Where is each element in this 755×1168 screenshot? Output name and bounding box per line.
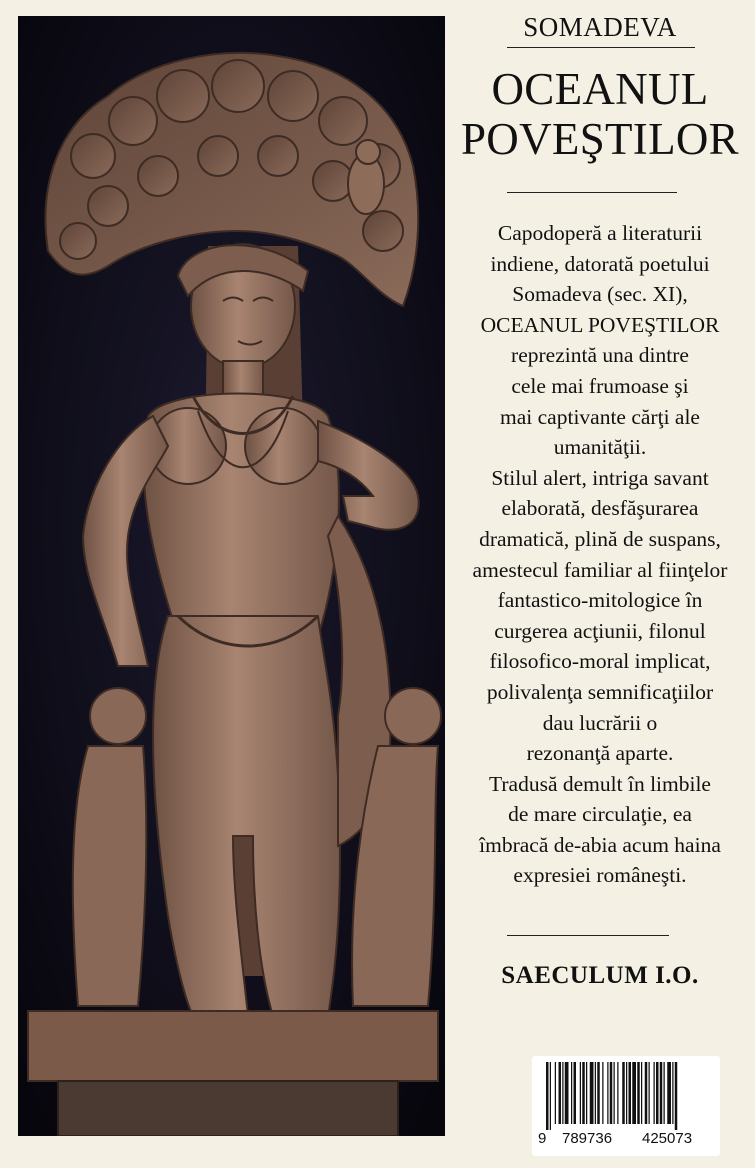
- barcode-bar: [632, 1062, 636, 1124]
- blurb-line: filosofico-moral implicat,: [489, 649, 711, 674]
- barcode-bar: [550, 1062, 551, 1130]
- blurb-line: dau lucrării o: [542, 710, 658, 735]
- barcode-bar: [656, 1062, 659, 1124]
- blurb-line: reprezintă una dintre: [511, 343, 689, 368]
- barcode-bar: [602, 1062, 603, 1124]
- barcode-bar: [574, 1062, 577, 1124]
- blurb-text: [455, 218, 745, 891]
- barcode-bar: [597, 1062, 600, 1124]
- sculpture-illustration: [18, 16, 445, 1136]
- blurb-line: dramatică, plină de suspans,: [479, 526, 721, 551]
- barcode-bar: [672, 1062, 673, 1124]
- pedestal: [28, 1011, 438, 1081]
- blurb-line: amestecul familiar al fiinţelor: [472, 557, 728, 582]
- barcode-bar: [595, 1062, 596, 1124]
- barcode-bar: [610, 1062, 613, 1124]
- barcode-bar: [580, 1062, 581, 1124]
- title-line: POVEŞTILOR: [460, 114, 739, 164]
- barcode-bar: [660, 1062, 663, 1124]
- barcode-bar: [664, 1062, 665, 1124]
- book-title: [455, 64, 745, 164]
- publisher-name: SAECULUM I.O.: [501, 962, 699, 989]
- blurb-line: Somadeva (sec. XI),: [512, 282, 688, 307]
- barcode-bars: [532, 1056, 720, 1130]
- barcode-bar: [586, 1062, 587, 1124]
- barcode-bar: [649, 1062, 650, 1124]
- barcode-bar: [654, 1062, 655, 1124]
- blurb-line: polivalenţa semnificaţiilor: [486, 679, 714, 704]
- barcode-bar: [617, 1062, 618, 1124]
- blurb-line: fantastico-mitologice în: [497, 588, 703, 613]
- barcode-bar: [629, 1062, 632, 1124]
- barcode-bar: [590, 1062, 594, 1124]
- divider-rule: [507, 192, 677, 193]
- divider-rule: [507, 935, 669, 936]
- author-name: SOMADEVA: [523, 12, 677, 42]
- isbn-barcode: [532, 1056, 720, 1156]
- barcode-bar: [562, 1062, 563, 1124]
- barcode-bar: [546, 1062, 549, 1130]
- blurb-line: indiene, datorată poetului: [490, 251, 710, 276]
- title-line: OCEANUL: [491, 64, 709, 114]
- divider-rule: [507, 47, 695, 48]
- barcode-digit-group: 789736: [562, 1130, 613, 1147]
- barcode-bar: [667, 1062, 671, 1124]
- barcode-bar: [622, 1062, 625, 1124]
- barcode-bar: [571, 1062, 572, 1124]
- blurb-line: Capodoperă a literaturii: [497, 221, 703, 245]
- barcode-bar: [565, 1062, 569, 1124]
- barcode-bar: [555, 1062, 556, 1124]
- barcode-bar: [626, 1062, 627, 1124]
- barcode-bar: [645, 1062, 648, 1124]
- blurb-line: OCEANUL POVEŞTILOR: [480, 312, 720, 337]
- blurb-line: Stilul alert, intriga savant: [491, 465, 709, 490]
- blurb-line: cele mai frumoase şi: [511, 373, 689, 398]
- blurb-line: mai captivante cărţi ale: [500, 404, 700, 429]
- blurb-line: curgerea acţiunii, filonul: [494, 618, 706, 643]
- blurb-line: elaborată, desfăşurarea: [501, 496, 699, 521]
- back-cover-text-column: [455, 0, 745, 1168]
- blurb-line: rezonanţă aparte.: [526, 741, 674, 766]
- barcode-bar: [614, 1062, 615, 1124]
- blurb-line: umanităţii.: [553, 435, 647, 460]
- cover-photo-sculpture: [18, 16, 445, 1136]
- barcode-bar: [675, 1062, 678, 1130]
- barcode-digit-group: 425073: [642, 1130, 693, 1147]
- blurb-line: expresiei româneşti.: [513, 863, 687, 888]
- blurb-line: de mare circulaţie, ea: [508, 802, 692, 827]
- barcode-bar: [607, 1062, 608, 1124]
- barcode-bar: [559, 1062, 562, 1124]
- barcode-bar: [582, 1062, 585, 1124]
- blurb-line: îmbracă de-abia acum haina: [479, 832, 721, 857]
- barcode-digit-group: 9: [538, 1130, 547, 1147]
- blurb-line: Tradusă demult în limbile: [489, 771, 711, 796]
- barcode-bar: [641, 1062, 642, 1124]
- barcode-bar: [637, 1062, 640, 1124]
